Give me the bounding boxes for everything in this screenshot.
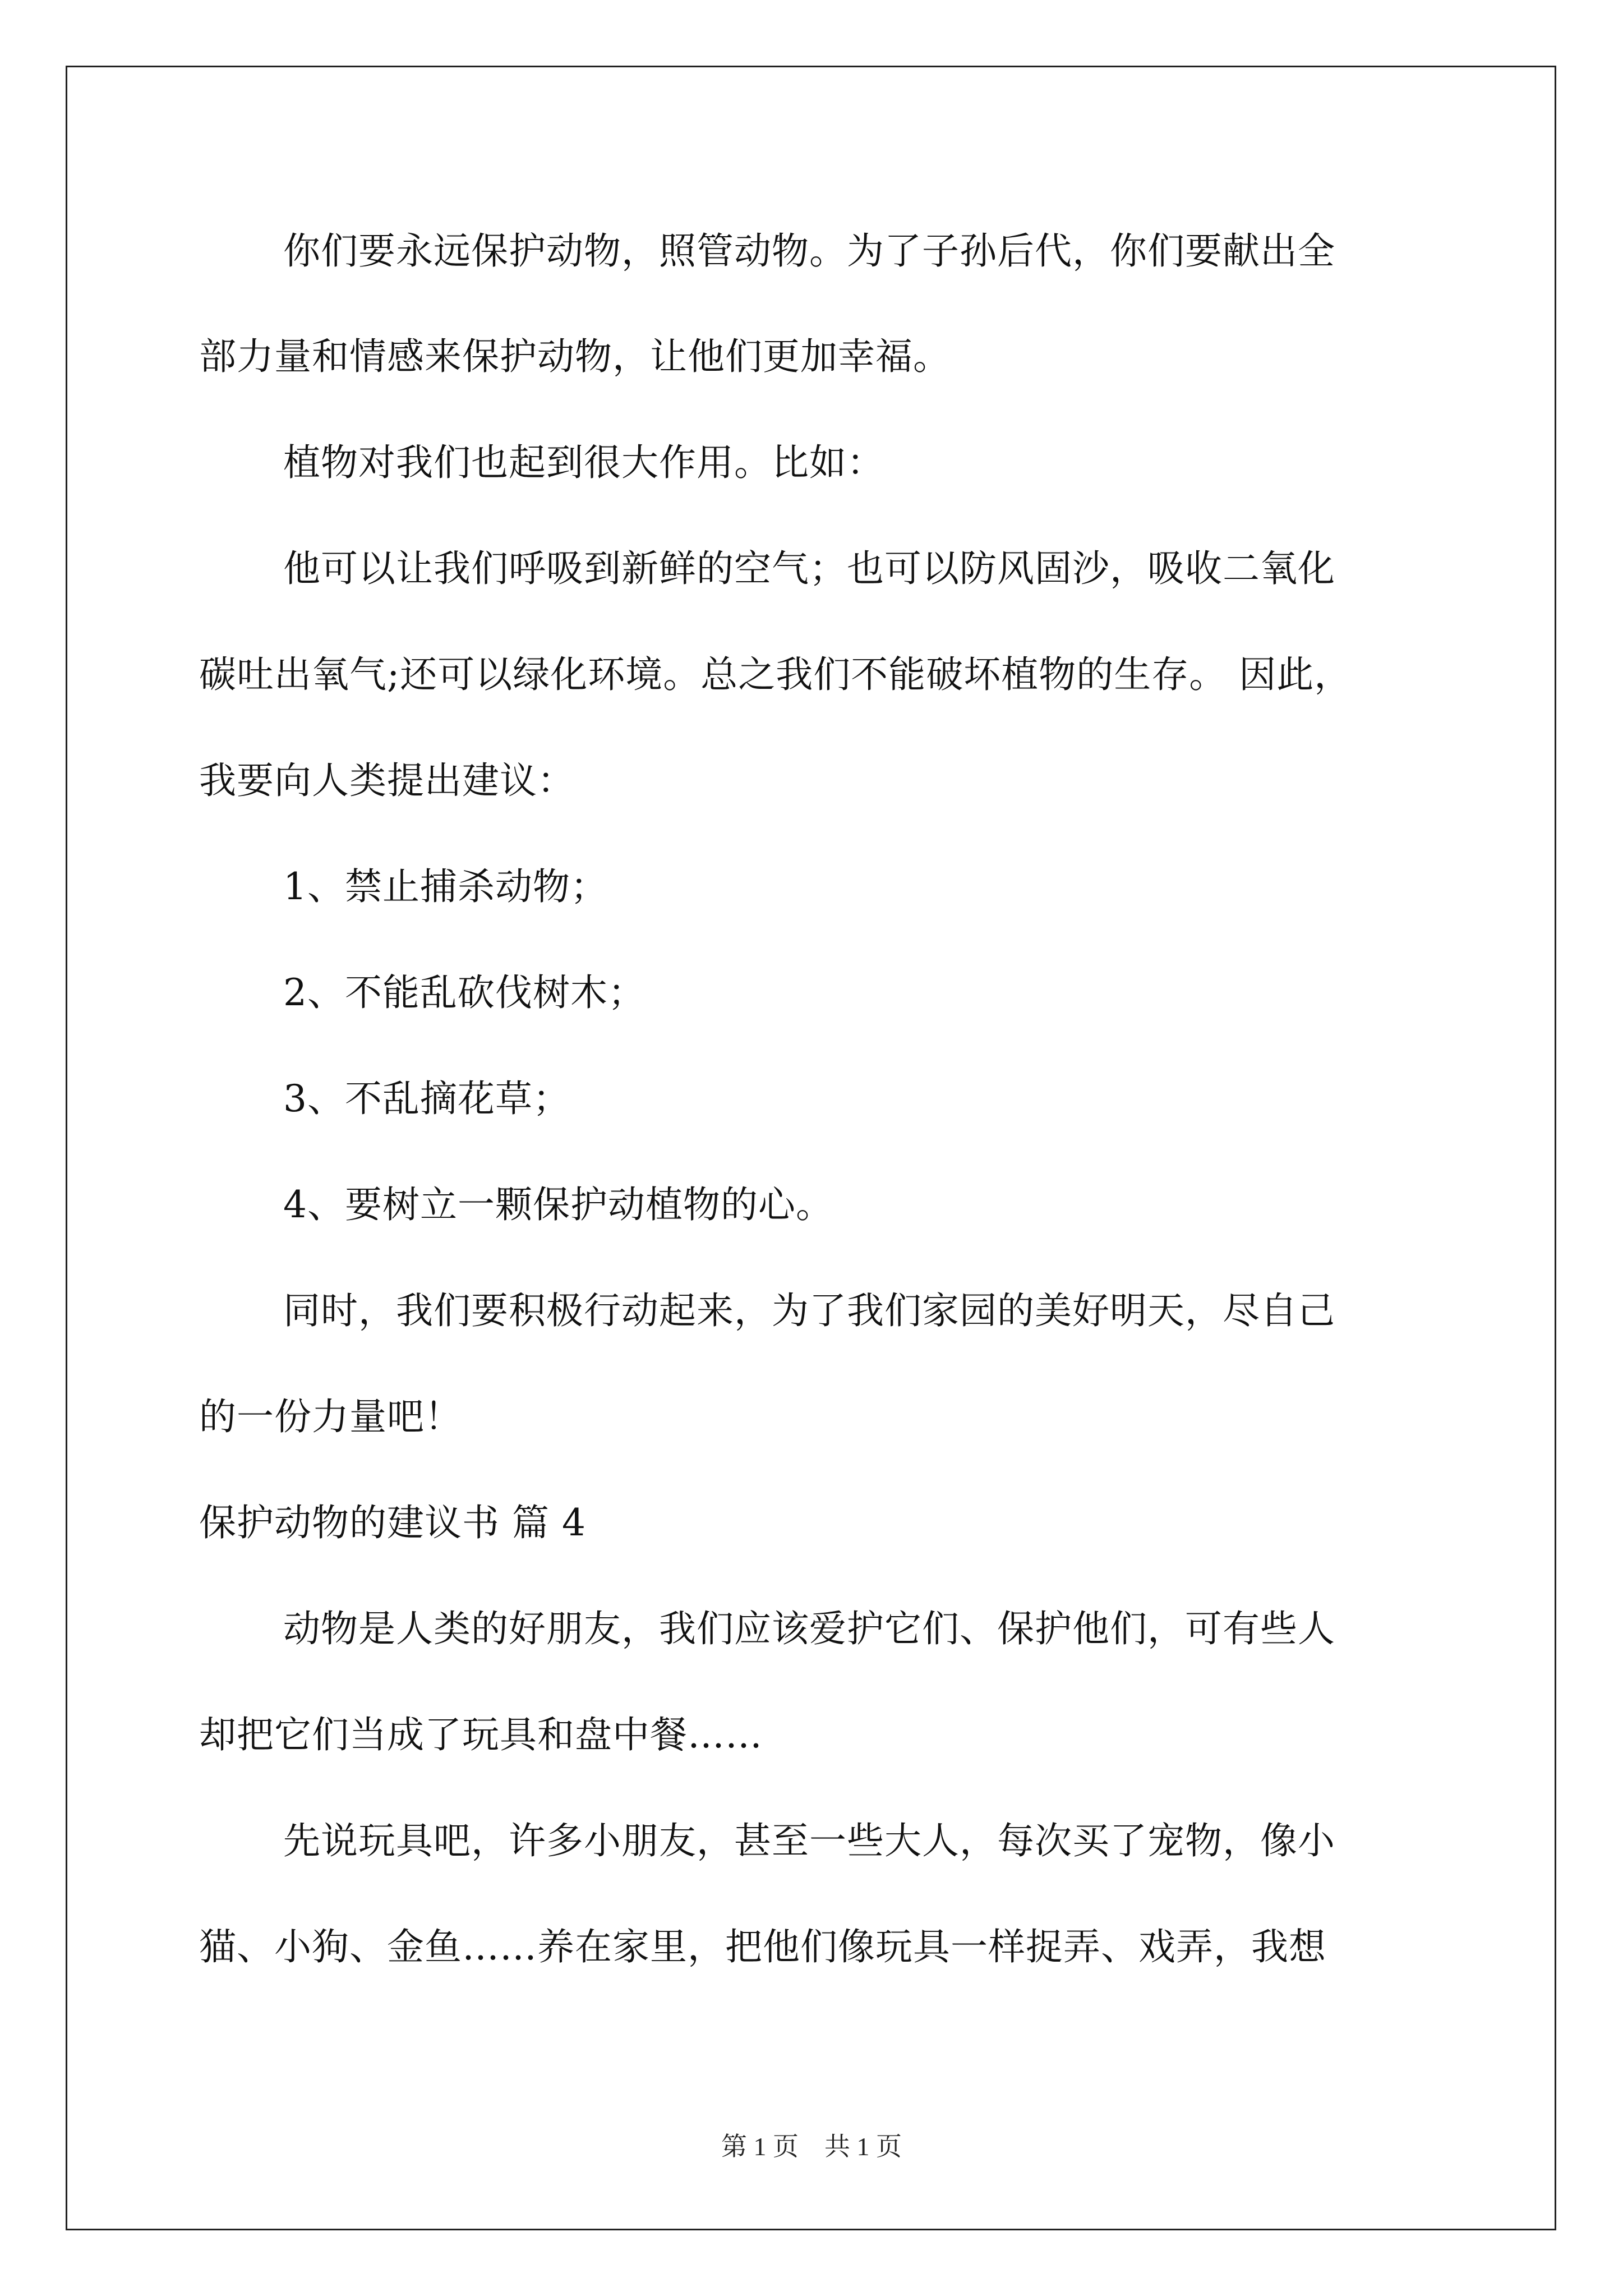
paragraph-line: 先说玩具吧，许多小朋友，甚至一些大人，每次买了宠物，像小 — [283, 1819, 1335, 1862]
paragraph-line: 却把它们当成了玩具和盘中餐…… — [199, 1713, 763, 1756]
list-item: 4、要树立一颗保护动植物的心。 — [283, 1183, 833, 1226]
paragraph-line: 部力量和情感来保护动物，让他们更加幸福。 — [199, 335, 951, 378]
list-item: 1、禁止捕杀动物； — [283, 865, 608, 908]
paragraph-line: 猫、小狗、金鱼……养在家里，把他们像玩具一样捉弄、戏弄，我想 — [199, 1925, 1326, 1968]
list-item: 2、不能乱砍伐树木； — [283, 971, 645, 1014]
paragraph-line: 你们要永远保护动物，照管动物。为了子孙后代，你们要献出全 — [283, 229, 1335, 273]
paragraph-line: 植物对我们也起到很大作用。比如： — [283, 441, 884, 484]
paragraph-line: 的一份力量吧！ — [199, 1395, 462, 1438]
list-item: 3、不乱摘花草； — [283, 1077, 570, 1120]
paragraph-line: 我要向人类提出建议： — [199, 759, 575, 802]
section-heading: 保护动物的建议书 篇 4 — [199, 1501, 586, 1544]
paragraph-line: 碳吐出氧气;还可以绿化环境。总之我们不能破坏植物的生存。 因此， — [199, 653, 1352, 696]
paragraph-line: 同时，我们要积极行动起来，为了我们家园的美好明天，尽自己 — [283, 1289, 1335, 1332]
paragraph-line: 他可以让我们呼吸到新鲜的空气；也可以防风固沙，吸收二氧化 — [283, 547, 1335, 590]
page-footer: 第 1 页 共 1 页 — [721, 2132, 902, 2161]
page-border — [66, 66, 1556, 2230]
paragraph-line: 动物是人类的好朋友，我们应该爱护它们、保护他们，可有些人 — [283, 1607, 1335, 1650]
